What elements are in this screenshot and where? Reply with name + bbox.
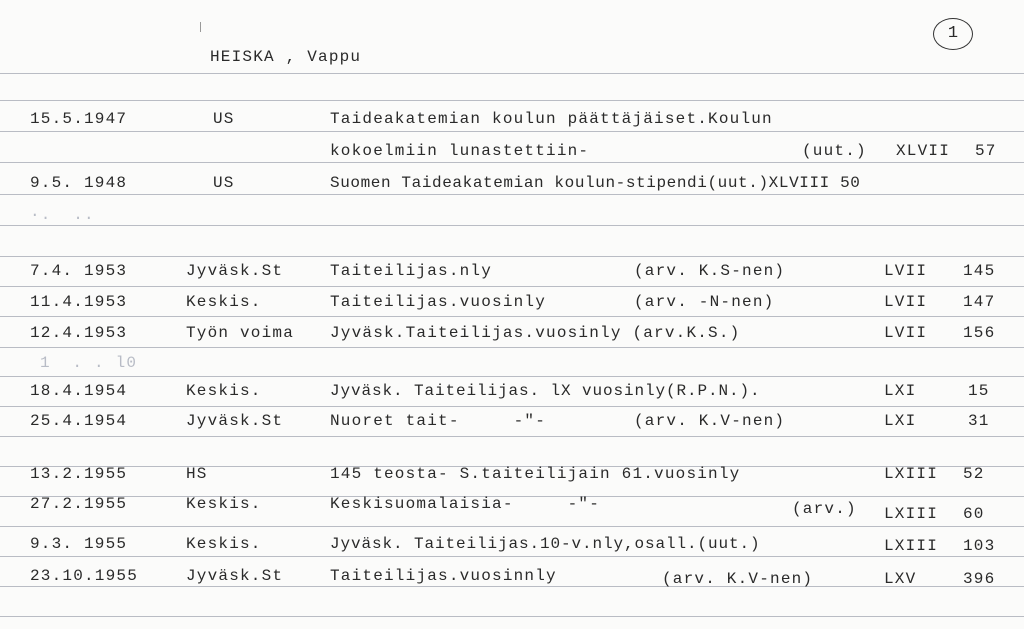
- entry-note: (arv. K.V-nen): [662, 570, 814, 588]
- rule-line: [0, 100, 1024, 101]
- rule-line: [0, 376, 1024, 377]
- entry-volume: XLVII: [896, 142, 951, 160]
- pencil-mark: [200, 22, 201, 32]
- rule-line: [0, 194, 1024, 195]
- rule-line: [0, 406, 1024, 407]
- entry-note: (uut.): [802, 142, 867, 160]
- rule-line: [0, 131, 1024, 132]
- entry-volume: LXV: [884, 570, 917, 588]
- entry-volume: LVII: [884, 262, 928, 280]
- erased-mark: ·. ..: [30, 206, 95, 224]
- entry-page: 60: [963, 505, 985, 523]
- entry-date: 27.2.1955: [30, 495, 128, 513]
- entry-text: 145 teosta- S.taiteilijain 61.vuosinly: [330, 465, 741, 483]
- entry-volume: LXI: [884, 382, 917, 400]
- entry-date: 13.2.1955: [30, 465, 128, 483]
- rule-line: [0, 347, 1024, 348]
- rule-line: [0, 436, 1024, 437]
- entry-date: 9.3. 1955: [30, 535, 128, 553]
- rule-line: [0, 286, 1024, 287]
- entry-volume: LXIII: [884, 505, 939, 523]
- entry-page: 103: [963, 537, 996, 555]
- card-heading-name: HEISKA , Vappu: [210, 48, 362, 66]
- entry-source: Jyväsk.St: [186, 412, 284, 430]
- entry-date: 25.4.1954: [30, 412, 128, 430]
- entry-page: 147: [963, 293, 996, 311]
- rule-line: [0, 616, 1024, 617]
- entry-page: 52: [963, 465, 985, 483]
- entry-source: Keskis.: [186, 382, 262, 400]
- card-number-badge: 1: [933, 18, 973, 50]
- entry-page: 31: [968, 412, 990, 430]
- entry-date: 7.4. 1953: [30, 262, 128, 280]
- entry-text: kokoelmiin lunastettiin-: [330, 142, 590, 160]
- erased-mark: 1 . . l0: [40, 354, 138, 372]
- entry-text: Jyväsk.Taiteilijas.vuosinly (arv.K.S.): [330, 324, 741, 342]
- entry-date: 15.5.1947: [30, 110, 128, 128]
- rule-line: [0, 73, 1024, 74]
- rule-line: [0, 162, 1024, 163]
- entry-source: Jyväsk.St: [186, 567, 284, 585]
- entry-note: (arv. -N-nen): [634, 293, 775, 311]
- rule-line: [0, 586, 1024, 587]
- rule-line: [0, 256, 1024, 257]
- entry-volume: LVII: [884, 324, 928, 342]
- entry-source: Jyväsk.St: [186, 262, 284, 280]
- entry-page: 145: [963, 262, 996, 280]
- entry-source: Keskis.: [186, 495, 262, 513]
- entry-date: 12.4.1953: [30, 324, 128, 342]
- rule-line: [0, 316, 1024, 317]
- entry-date: 11.4.1953: [30, 293, 128, 311]
- entry-page: 396: [963, 570, 996, 588]
- entry-page: 57: [975, 142, 997, 160]
- entry-date: 9.5. 1948: [30, 174, 128, 192]
- entry-text: Jyväsk. Taiteilijas. lX vuosinly(R.P.N.).: [330, 382, 761, 400]
- entry-page: 15: [968, 382, 990, 400]
- entry-date: 23.10.1955: [30, 567, 139, 585]
- entry-volume: LXIII: [884, 465, 939, 483]
- entry-source: US: [213, 110, 235, 128]
- entry-volume: LXIII: [884, 537, 939, 555]
- entry-source: Työn voima: [186, 324, 295, 342]
- entry-source: HS: [186, 465, 208, 483]
- entry-note: (arv.): [792, 500, 857, 518]
- entry-text: Taiteilijas.vuosinly: [330, 293, 547, 311]
- entry-text: Keskisuomalaisia- -"-: [330, 495, 601, 513]
- entry-text: Taideakatemian koulun päättäjäiset.Koulun: [330, 110, 773, 128]
- rule-line: [0, 556, 1024, 557]
- entry-text: Suomen Taideakatemian koulun-stipendi(uut.)XLVIII 50: [330, 174, 861, 192]
- entry-text: Nuoret tait- -"-: [330, 412, 547, 430]
- rule-line: [0, 225, 1024, 226]
- entry-page: 156: [963, 324, 996, 342]
- entry-text: Jyväsk. Taiteilijas.10-v.nly,osall.(uut.): [330, 535, 761, 553]
- entry-date: 18.4.1954: [30, 382, 128, 400]
- entry-note: (arv. K.V-nen): [634, 412, 786, 430]
- entry-source: US: [213, 174, 235, 192]
- entry-text: Taiteilijas.vuosinnly: [330, 567, 557, 585]
- entry-source: Keskis.: [186, 535, 262, 553]
- entry-volume: LXI: [884, 412, 917, 430]
- entry-volume: LVII: [884, 293, 928, 311]
- rule-line: [0, 526, 1024, 527]
- entry-text: Taiteilijas.nly: [330, 262, 493, 280]
- entry-source: Keskis.: [186, 293, 262, 311]
- entry-note: (arv. K.S-nen): [634, 262, 786, 280]
